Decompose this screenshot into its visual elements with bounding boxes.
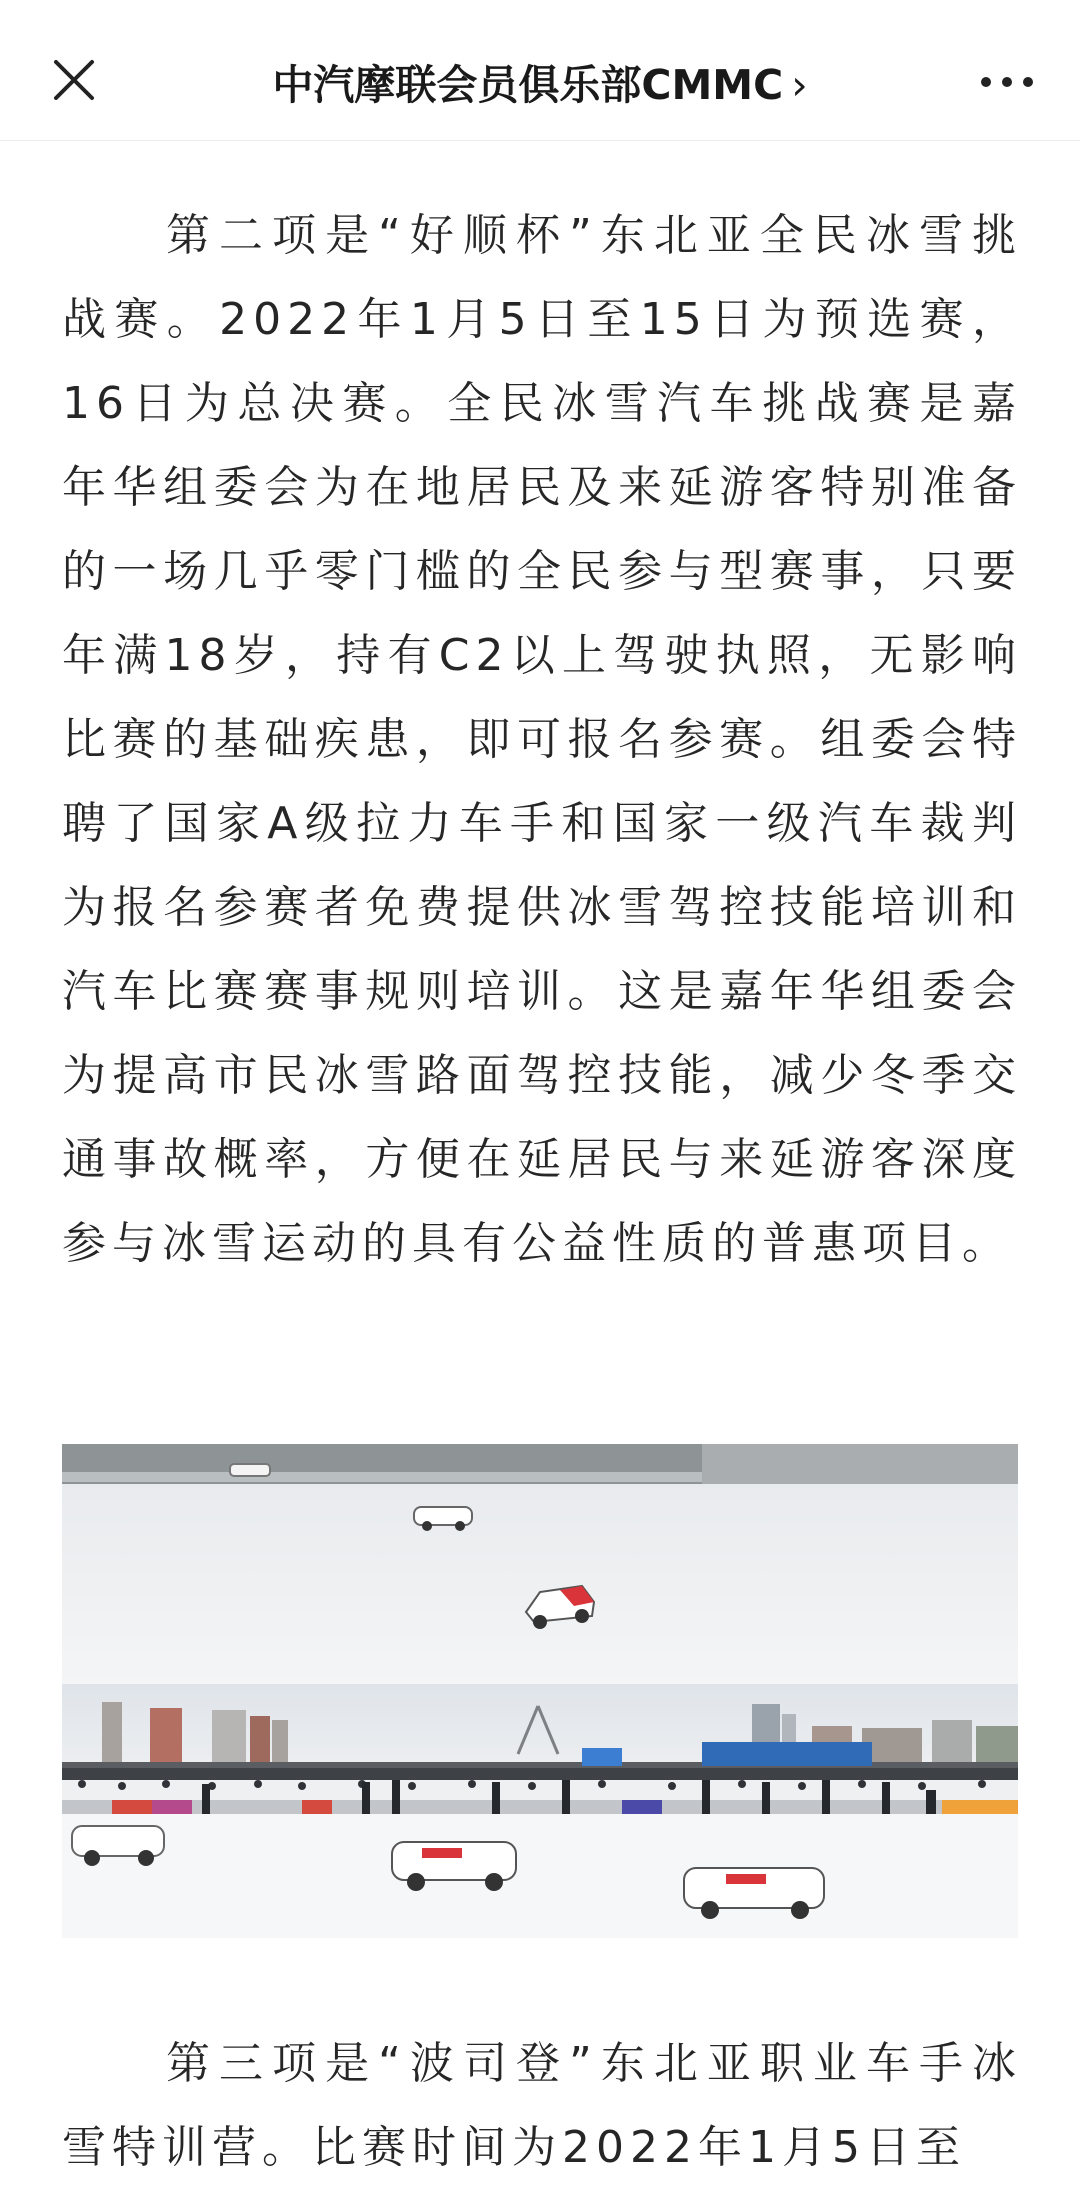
article-body xyxy=(62,194,1022,1286)
account-title: 中汽摩联会员俱乐部CMMC xyxy=(272,61,784,109)
more-dots-icon xyxy=(972,50,1042,120)
more-button[interactable] xyxy=(972,50,1042,120)
article-paragraph: 第三项是“波司登”东北亚职业车手冰雪特训营。比赛时间为2022年1月5日至 xyxy=(62,2038,1022,2173)
account-title-link[interactable] xyxy=(0,50,1080,120)
article-body-continued xyxy=(62,2022,1022,2190)
article-paragraph: 第二项是“好顺杯”东北亚全民冰雪挑战赛。2022年1月5日至15日为预选赛，16日为总决赛。全民冰雪汽车挑战赛是嘉年华组委会为在地居民及来延游客特别准备的一场几乎零门槛的全民参与型赛事，只要年满18岁，持有C2以上驾驶执照，无影响比赛的基础疾患，即可报名参赛。组委会特聘了国家A级拉力车手和国家一级汽车裁判为报名参赛者免费提供冰雪驾控技能培训和汽车比赛赛事规则培训。这是嘉年华组委会为提高市民冰雪路面驾控技能，减少冬季交通事故概率，方便在延居民与来延游客深度参与冰雪运动的具有公益性质的普惠项目。 xyxy=(62,210,1022,1269)
article-photo[interactable] xyxy=(62,1444,1018,1938)
car-white-far xyxy=(230,1464,270,1476)
chevron-right-icon: › xyxy=(791,61,808,109)
ice-rally-photo xyxy=(62,1444,1018,1938)
nav-bar xyxy=(0,0,1080,141)
